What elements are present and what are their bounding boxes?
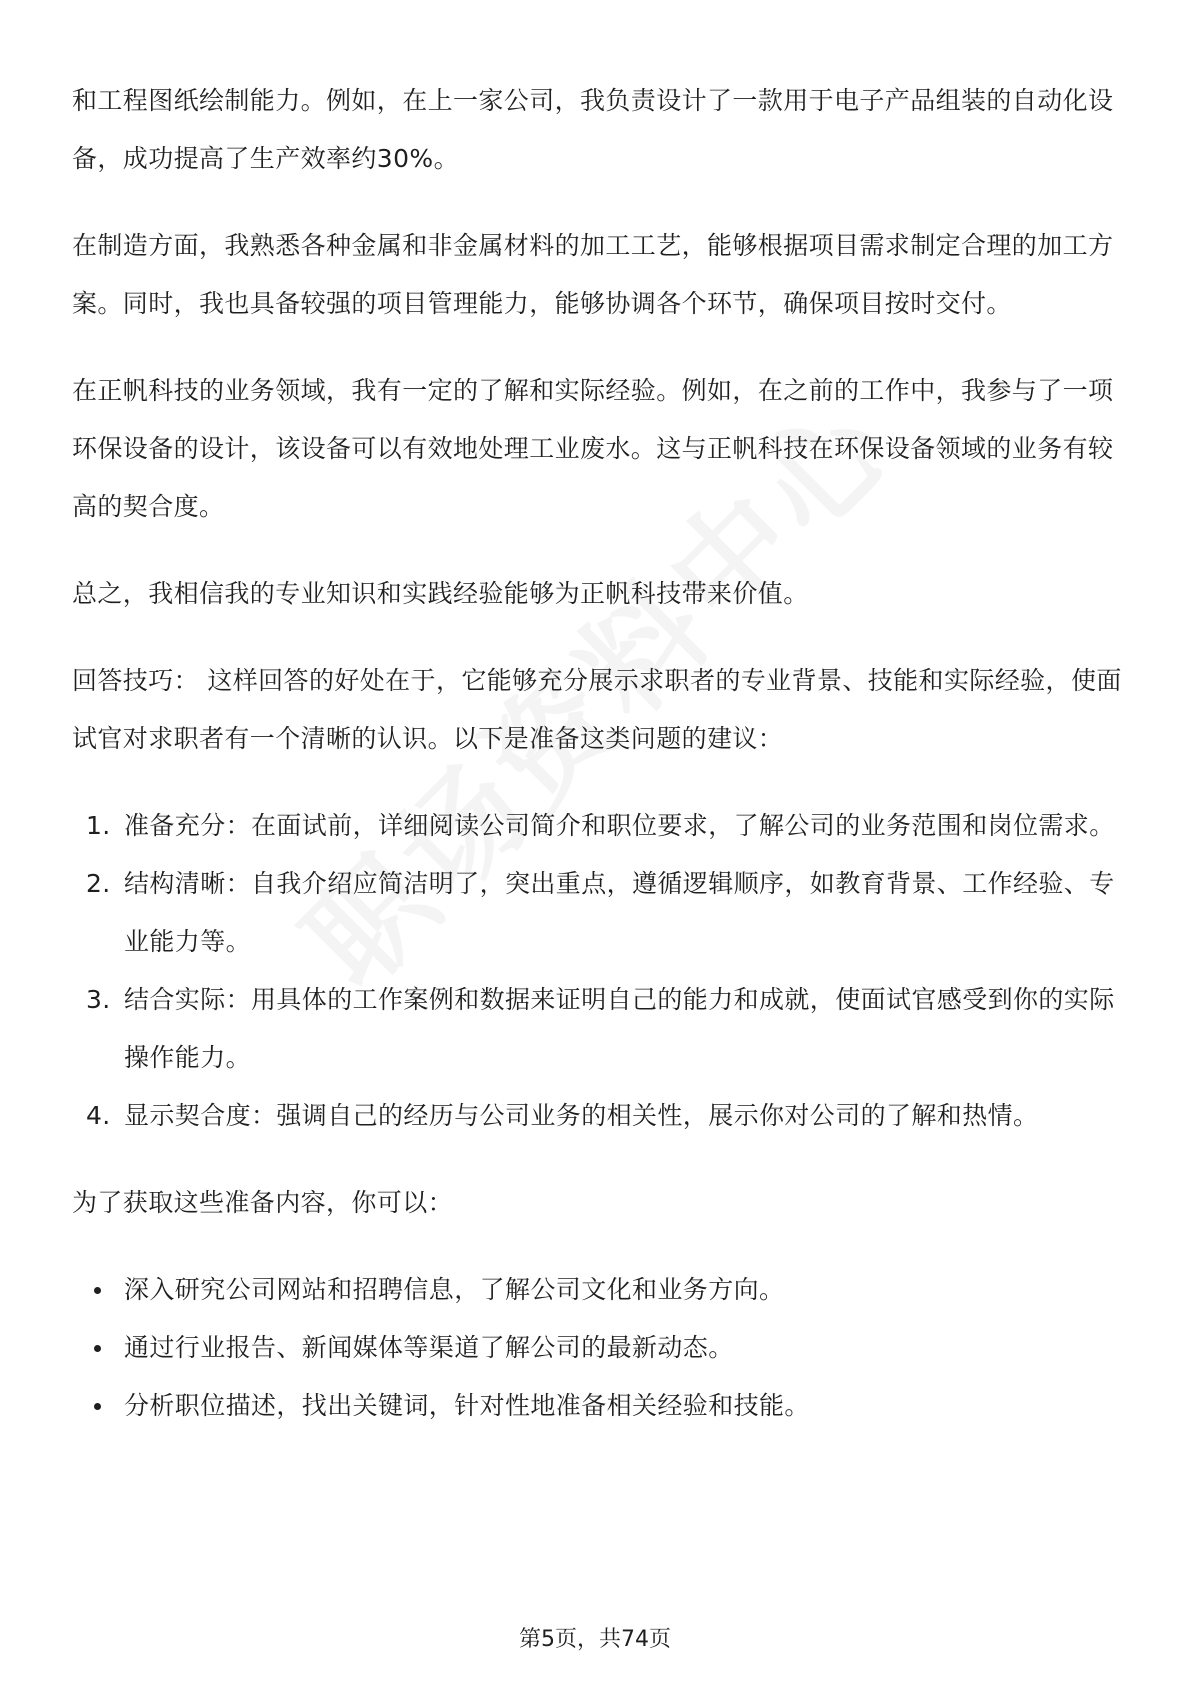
list-item-text: 准备充分：在面试前，详细阅读公司简介和职位要求，了解公司的业务范围和岗位需求。 xyxy=(124,811,1115,840)
list-item-text: 结构清晰：自我介绍应简洁明了，突出重点，遵循逻辑顺序，如教育背景、工作经验、专业能力等。 xyxy=(124,869,1115,956)
list-item-text: 结合实际：用具体的工作案例和数据来证明自己的能力和成就，使面试官感受到你的实际操作能力。 xyxy=(124,985,1115,1072)
list-item xyxy=(124,1261,1122,1319)
paragraph-manufacturing: 在制造方面，我熟悉各种金属和非金属材料的加工工艺，能够根据项目需求制定合理的加工方案。同时，我也具备较强的项目管理能力，能够协调各个环节，确保项目按时交付。 xyxy=(72,231,1114,318)
ways-list xyxy=(72,1261,1122,1435)
list-item xyxy=(124,1319,1122,1377)
paragraph-conclusion: 总之，我相信我的专业知识和实践经验能够为正帆科技带来价值。 xyxy=(72,579,809,608)
bullet-icon xyxy=(94,1345,101,1352)
list-item xyxy=(124,1377,1122,1435)
paragraph-ways-intro: 为了获取这些准备内容，你可以： xyxy=(72,1188,454,1217)
page-number-footer: 第5页，共74页 xyxy=(519,1627,671,1652)
paragraph-design-experience: 和工程图纸绘制能力。例如，在上一家公司，我负责设计了一款用于电子产品组装的自动化设备，成功提高了生产效率约30%。 xyxy=(72,86,1114,173)
list-item xyxy=(86,1087,1122,1145)
list-number: 3. xyxy=(86,985,111,1014)
list-item xyxy=(86,855,1122,971)
bullet-icon xyxy=(94,1287,101,1294)
list-number: 4. xyxy=(86,1101,111,1130)
page-content xyxy=(72,72,1122,1435)
list-item-text: 深入研究公司网站和招聘信息，了解公司文化和业务方向。 xyxy=(124,1275,785,1304)
list-item xyxy=(86,971,1122,1087)
paragraph-answer-tips: 回答技巧： 这样回答的好处在于，它能够充分展示求职者的专业背景、技能和实际经验，使面试官对求职者有一个清晰的认识。以下是准备这类问题的建议： xyxy=(72,666,1122,753)
bullet-icon xyxy=(94,1403,101,1410)
list-item-text: 通过行业报告、新闻媒体等渠道了解公司的最新动态。 xyxy=(124,1333,734,1362)
list-number: 2. xyxy=(86,869,111,898)
list-item-text: 显示契合度：强调自己的经历与公司业务的相关性，展示你对公司的了解和热情。 xyxy=(124,1101,1039,1130)
list-item-text: 分析职位描述，找出关键词，针对性地准备相关经验和技能。 xyxy=(124,1391,810,1420)
list-item xyxy=(86,797,1122,855)
paragraph-business-fit: 在正帆科技的业务领域，我有一定的了解和实际经验。例如，在之前的工作中，我参与了一项环保设备的设计，该设备可以有效地处理工业废水。这与正帆科技在环保设备领域的业务有较高的契合度。 xyxy=(72,376,1114,521)
tips-list xyxy=(72,797,1122,1145)
list-number: 1. xyxy=(86,811,111,840)
